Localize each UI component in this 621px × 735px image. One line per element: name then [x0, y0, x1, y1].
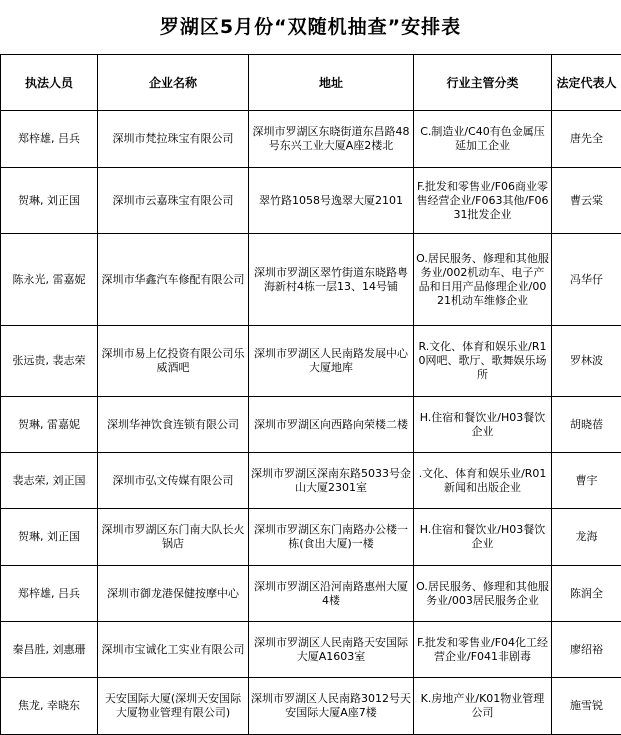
cell-company-name: 深圳市御龙港保健按摩中心	[98, 566, 249, 622]
cell-enforcement-staff: 焦龙, 幸晓东	[1, 678, 98, 735]
cell-legal-representative: 冯华仔	[552, 234, 621, 326]
table-row	[1, 566, 621, 622]
cell-enforcement-staff: 张远贵, 裴志荣	[1, 326, 98, 397]
cell-address: 深圳市罗湖区人民南路3012号天安国际大厦A座7楼	[249, 678, 414, 735]
cell-company-name: 深圳市华鑫汽车修配有限公司	[98, 234, 249, 326]
page-title: 罗湖区5月份“双随机抽查”安排表	[0, 0, 621, 54]
cell-address: 深圳市罗湖区人民南路天安国际大厦A1603室	[249, 622, 414, 678]
cell-legal-representative: 廖绍裕	[552, 622, 621, 678]
cell-address: 翠竹路1058号逸翠大厦2101	[249, 168, 414, 234]
table-row	[1, 509, 621, 566]
cell-industry-category: K.房地产业/K01物业管理公司	[414, 678, 552, 735]
cell-enforcement-staff: 贺琳, 刘正国	[1, 509, 98, 566]
cell-enforcement-staff: 贺琳, 雷嘉妮	[1, 397, 98, 453]
table-row	[1, 168, 621, 234]
cell-address: 深圳市罗湖区向西路向荣楼二楼	[249, 397, 414, 453]
table-row	[1, 234, 621, 326]
header-industry-category: 行业主管分类	[414, 55, 552, 111]
cell-industry-category: H.住宿和餐饮业/H03餐饮企业	[414, 509, 552, 566]
cell-industry-category: C.制造业/C40有色金属压延加工企业	[414, 111, 552, 168]
cell-company-name: 天安国际大厦(深圳天安国际大厦物业管理有限公司)	[98, 678, 249, 735]
cell-address: 深圳市罗湖区人民南路发展中心大厦地库	[249, 326, 414, 397]
cell-enforcement-staff: 郑梓雄, 吕兵	[1, 566, 98, 622]
table-row	[1, 111, 621, 168]
cell-company-name: 深圳市易上亿投资有限公司乐威酒吧	[98, 326, 249, 397]
cell-legal-representative: 罗林波	[552, 326, 621, 397]
cell-enforcement-staff: 秦昌胜, 刘惠珊	[1, 622, 98, 678]
cell-industry-category: F.批发和零售业/F06商业零售经营企业/F063其他/F0631批发企业	[414, 168, 552, 234]
table-row	[1, 397, 621, 453]
header-row	[1, 55, 621, 111]
cell-legal-representative: 唐先全	[552, 111, 621, 168]
header-company-name: 企业名称	[98, 55, 249, 111]
cell-legal-representative: 陈润全	[552, 566, 621, 622]
header-legal-representative: 法定代表人	[552, 55, 621, 111]
table-row	[1, 326, 621, 397]
cell-enforcement-staff: 郑梓雄, 吕兵	[1, 111, 98, 168]
header-address: 地址	[249, 55, 414, 111]
cell-legal-representative: 曹宇	[552, 453, 621, 509]
cell-address: 深圳市罗湖区东门南路办公楼一栋(食出大厦)一楼	[249, 509, 414, 566]
cell-industry-category: H.住宿和餐饮业/H03餐饮企业	[414, 397, 552, 453]
header-enforcement-staff: 执法人员	[1, 55, 98, 111]
cell-legal-representative: 施雪锐	[552, 678, 621, 735]
cell-address: 深圳市罗湖区东晓街道东昌路48号东兴工业大厦A座2楼北	[249, 111, 414, 168]
cell-legal-representative: 龙海	[552, 509, 621, 566]
cell-industry-category: O.居民服务、修理和其他服务业/002机动车、电子产品和日用产品修理企业/0021机动车维修企业	[414, 234, 552, 326]
cell-company-name: 深圳市梵拉珠宝有限公司	[98, 111, 249, 168]
table-row	[1, 622, 621, 678]
cell-industry-category: F.批发和零售业/F04化工经营企业/F041非剧毒	[414, 622, 552, 678]
cell-address: 深圳市罗湖区深南东路5033号金山大厦2301室	[249, 453, 414, 509]
cell-industry-category: R.文化、体育和娱乐业/R10网吧、歌厅、歌舞娱乐场所	[414, 326, 552, 397]
table-row	[1, 453, 621, 509]
cell-company-name: 深圳市弘文传媒有限公司	[98, 453, 249, 509]
cell-company-name: 深圳市罗湖区东门南大队长火锅店	[98, 509, 249, 566]
cell-enforcement-staff: 裴志荣, 刘正国	[1, 453, 98, 509]
cell-enforcement-staff: 贺琳, 刘正国	[1, 168, 98, 234]
cell-address: 深圳市罗湖区翠竹街道东晓路粤海新村4栋一层13、14号铺	[249, 234, 414, 326]
cell-company-name: 深圳市云嘉珠宝有限公司	[98, 168, 249, 234]
cell-company-name: 深圳市宝诚化工实业有限公司	[98, 622, 249, 678]
cell-company-name: 深圳华神饮食连锁有限公司	[98, 397, 249, 453]
cell-legal-representative: 曹云棠	[552, 168, 621, 234]
table-row	[1, 678, 621, 735]
cell-industry-category: O.居民服务、修理和其他服务业/003居民服务企业	[414, 566, 552, 622]
cell-legal-representative: 胡晓蓓	[552, 397, 621, 453]
cell-industry-category: .文化、体育和娱乐业/R01新闻和出版企业	[414, 453, 552, 509]
cell-address: 深圳市罗湖区沿河南路惠州大厦4楼	[249, 566, 414, 622]
cell-enforcement-staff: 陈永光, 雷嘉妮	[1, 234, 98, 326]
schedule-table	[0, 54, 621, 735]
